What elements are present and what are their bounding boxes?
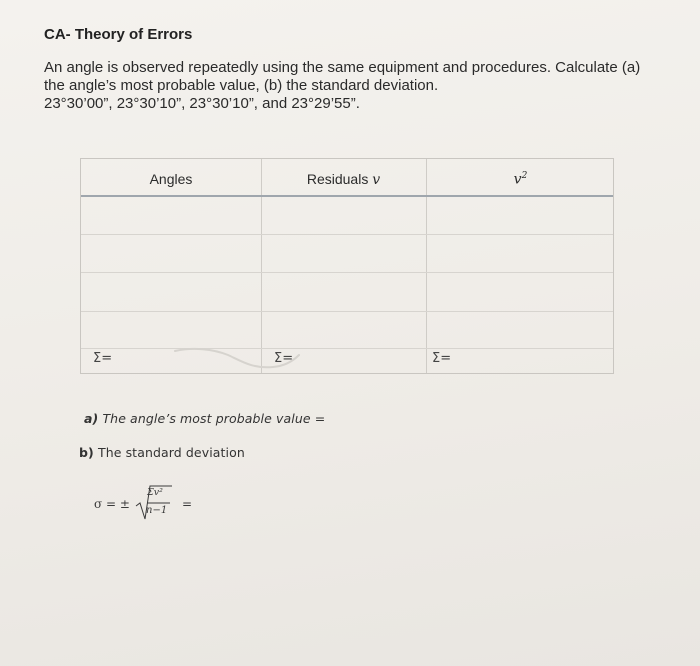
sum-residuals: Σ= <box>274 351 294 366</box>
column-divider <box>261 159 262 373</box>
column-divider <box>426 159 427 373</box>
problem-observations: 23°30’00”, 23°30’10”, 23°30’10”, and 23°29’55”. <box>44 95 360 112</box>
answer-a-label: a) <box>84 411 99 426</box>
formula-equals: = <box>182 497 193 511</box>
sum-angles: Σ= <box>93 351 113 366</box>
answer-a-text: The angle’s most probable value = <box>102 411 326 426</box>
column-header-residuals: Residuals v <box>306 171 381 188</box>
residual-symbol: v <box>372 172 381 188</box>
problem-line-2: the angle’s most probable value, (b) the standard deviation. <box>44 77 439 94</box>
answer-b <box>79 445 245 460</box>
answer-b-text: The standard deviation <box>97 445 245 460</box>
problem-statement <box>44 59 684 113</box>
row-rule <box>81 311 613 312</box>
formula-lhs: σ = ± <box>94 497 130 511</box>
row-rule <box>81 272 613 273</box>
formula-numerator: Σv² <box>147 487 163 498</box>
residuals-table <box>80 158 614 374</box>
row-rule <box>81 348 613 349</box>
row-rule <box>81 234 613 235</box>
answer-b-label: b) <box>79 445 94 460</box>
column-header-angles: Angles <box>149 171 193 187</box>
header-rule <box>81 195 613 197</box>
formula-denominator: n−1 <box>146 505 168 516</box>
column-header-residual-squared: $v^2$ <box>513 171 528 188</box>
problem-line-1: An angle is observed repeatedly using the same equipment and procedures. Calculate (a) <box>44 59 641 76</box>
answer-a <box>84 411 325 426</box>
sum-residuals-squared: Σ= <box>432 351 452 366</box>
worksheet-title: CA- Theory of Errors <box>44 26 193 43</box>
